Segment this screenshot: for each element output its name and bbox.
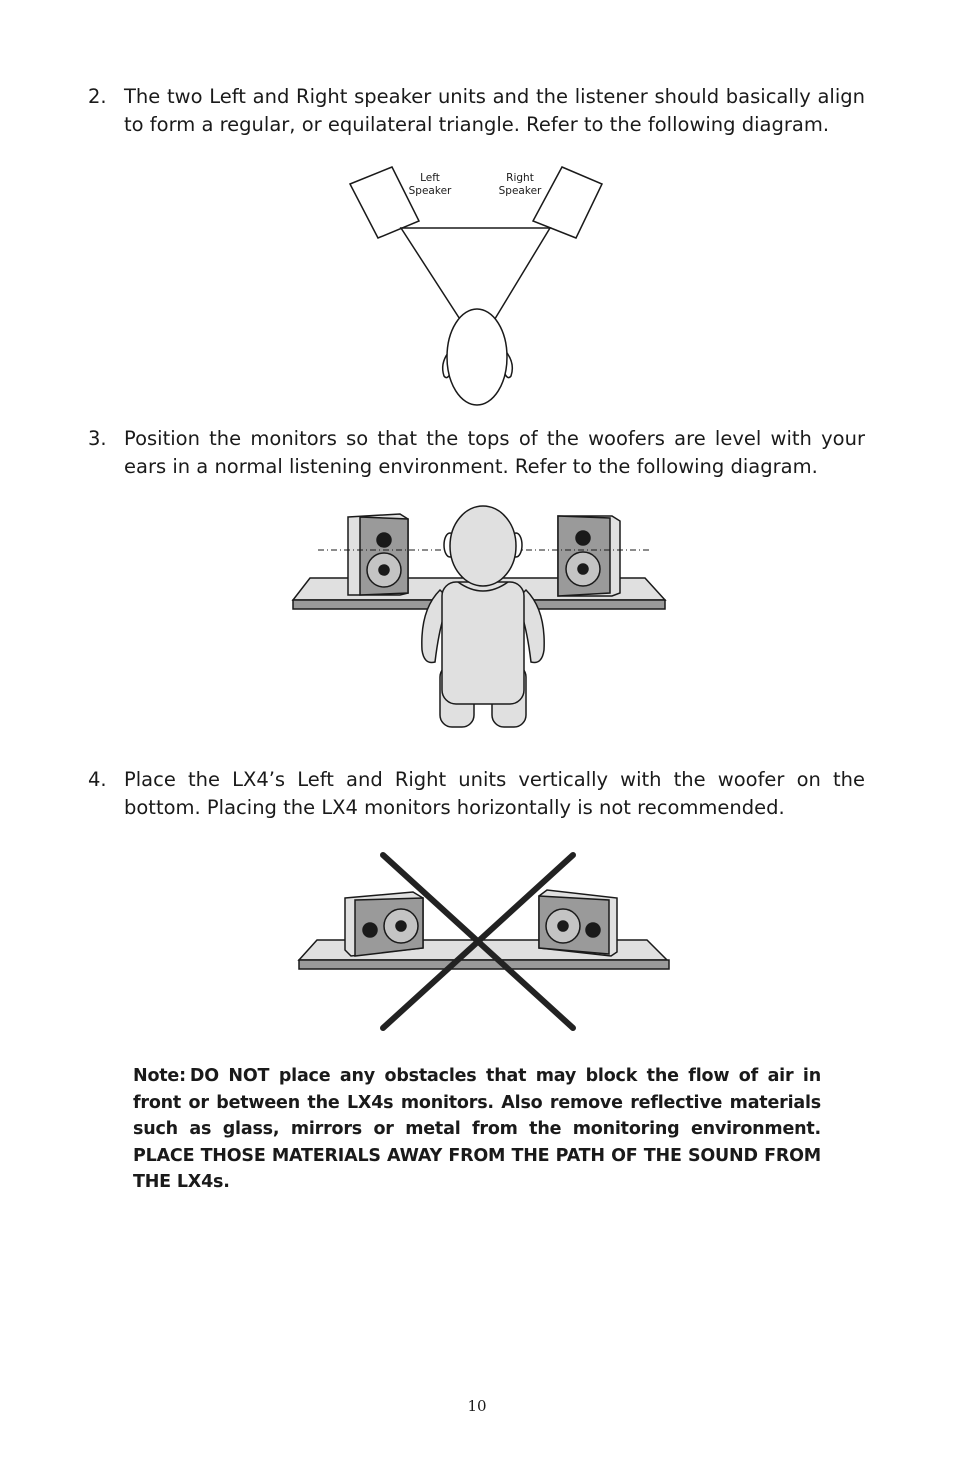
step-text: The two Left and Right speaker units and the listener should basically align to form a regular, or equilateral triangle. Refer to the following diagram. (124, 85, 865, 136)
note-block (133, 1063, 821, 1196)
triangle-placement-diagram (340, 160, 615, 410)
step-number: 4. (88, 768, 107, 791)
left-speaker (348, 514, 408, 595)
note-prefix: Note: (133, 1066, 186, 1086)
note-text: DO NOT place any obstacles that may block the flow of air in front or between the LX4s monitors. Also remove reflective materials such as glass, mirrors or metal from the monitoring environment. PLACE THOSE MATERIALS AWAY FROM THE PATH OF THE SOUND FROM THE LX4s. (133, 1066, 821, 1192)
listener-head (443, 309, 513, 405)
horizontal-placement-diagram (295, 848, 675, 1038)
step-4 (88, 766, 865, 822)
step-3 (88, 425, 865, 481)
right-speaker-label-1: Right (506, 172, 534, 184)
step-2 (88, 83, 865, 139)
step-number: 3. (88, 427, 107, 450)
ear-level-diagram (290, 500, 670, 735)
listener-figure (422, 506, 544, 727)
left-speaker-label-2: Speaker (408, 185, 452, 197)
step-number: 2. (88, 85, 107, 108)
right-speaker (558, 516, 620, 596)
right-horizontal-speaker (539, 890, 617, 956)
right-speaker-label-2: Speaker (498, 185, 542, 197)
left-speaker-label-1: Left (420, 172, 440, 184)
left-horizontal-speaker (345, 892, 423, 956)
page-number: 10 (467, 1397, 487, 1415)
step-text: Position the monitors so that the tops of the woofers are level with your ears in a normal listening environment. Refer to the following diagram. (124, 427, 865, 478)
step-text: Place the LX4’s Left and Right units vertically with the woofer on the bottom. Placing the LX4 monitors horizontally is not recommended. (124, 768, 865, 819)
